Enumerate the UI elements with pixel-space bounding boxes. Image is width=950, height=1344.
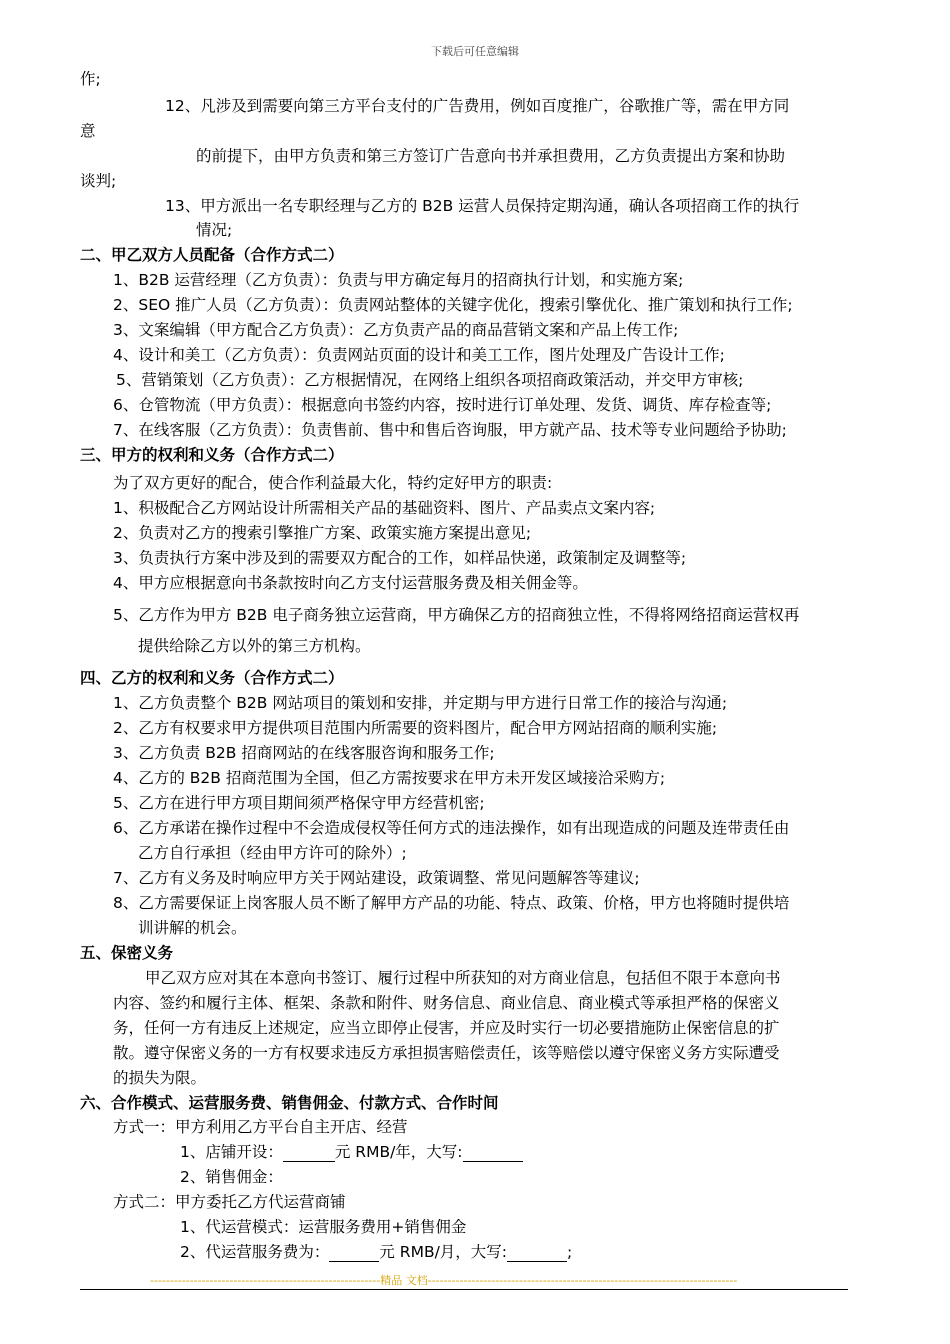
section-3-title: 三、甲方的权利和义务（合作方式二） xyxy=(80,446,344,464)
clause-13: 13、甲方派出一名专职经理与乙方的 B2B 运营人员保持定期沟通，确认各项招商工作的执行 xyxy=(165,197,800,215)
commission-line: 2、销售佣金： xyxy=(180,1168,283,1186)
list-item: 5、乙方作为甲方 B2B 电子商务独立运营商，甲方确保乙方的招商独立性，不得将网络招商运营权再 xyxy=(113,606,800,624)
list-item: 5、乙方在进行甲方项目期间须严格保守甲方经营机密; xyxy=(113,794,485,812)
list-item: 2、SEO 推广人员（乙方负责）：负责网站整体的关键字优化，搜索引擎优化、推广策划和执行工作; xyxy=(113,296,793,314)
footer-dashes-right: ------------------------------------------------------------------------------ xyxy=(427,1274,738,1287)
list-item: 6、乙方承诺在操作过程中不会造成侵权等任何方式的违法操作，如有出现造成的问题及连带责任由 xyxy=(113,819,790,837)
section-5-title: 五、保密义务 xyxy=(80,944,174,962)
agency-fee-label: 2、代运营服务费为： xyxy=(180,1243,330,1261)
list-item: 4、乙方的 B2B 招商范围为全国，但乙方需按要求在甲方未开发区域接洽采购方; xyxy=(113,769,666,787)
paragraph-line: 内容、签约和履行主体、框架、条款和附件、财务信息、商业信息、商业模式等承担严格的保密义 xyxy=(113,994,780,1012)
list-item: 4、甲方应根据意向书条款按时向乙方支付运营服务费及相关佣金等。 xyxy=(113,574,588,592)
page-header: 下载后可任意编辑 xyxy=(431,45,519,58)
list-item: 2、负责对乙方的搜索引擎推广方案、政策实施方案提出意见; xyxy=(113,524,532,542)
list-item: 6、仓管物流（甲方负责）：根据意向书签约内容，按时进行订单处理、发货、调货、库存检查等; xyxy=(113,396,772,414)
agency-fee-unit: 元 RMB/月，大写: xyxy=(379,1243,508,1261)
footer-text: 精品 文档 xyxy=(380,1274,428,1287)
mode-two: 方式二：甲方委托乙方代运营商铺 xyxy=(113,1193,346,1211)
footer-rule xyxy=(80,1289,848,1290)
list-item: 7、在线客服（乙方负责）：负责售前、售中和售后咨询服，甲方就产品、技术等专业问题给予协助; xyxy=(113,421,787,439)
shop-fee-unit: 元 RMB/年，大写: xyxy=(334,1143,463,1161)
list-item-continuation: 训讲解的机会。 xyxy=(138,919,247,937)
list-item: 7、乙方有义务及时响应甲方关于网站建设，政策调整、常见问题解答等建议; xyxy=(113,869,640,887)
blank-amount[interactable] xyxy=(283,1143,335,1162)
mode-one: 方式一：甲方利用乙方平台自主开店、经营 xyxy=(113,1118,408,1136)
page-footer xyxy=(150,1271,780,1291)
paragraph-line: 的损失为限。 xyxy=(113,1069,207,1087)
clause-12: 12、凡涉及到需要向第三方平台支付的广告费用，例如百度推广，谷歌推广等，需在甲方同 xyxy=(165,97,790,115)
section-6-title: 六、合作模式、运营服务费、销售佣金、付款方式、合作时间 xyxy=(80,1094,499,1112)
paragraph-line: 甲乙双方应对其在本意向书签订、履行过程中所获知的对方商业信息，包括但不限于本意向书 xyxy=(145,969,781,987)
agency-mode-line: 1、代运营模式：运营服务费用+销售佣金 xyxy=(180,1218,467,1236)
text-line: 意 xyxy=(80,122,96,140)
blank-amount[interactable] xyxy=(329,1243,379,1262)
agency-fee-line xyxy=(180,1242,572,1262)
section-4-title: 四、乙方的权利和义务（合作方式二） xyxy=(80,669,344,687)
line-end: ; xyxy=(567,1243,573,1261)
section-2-title: 二、甲乙双方人员配备（合作方式二） xyxy=(80,246,344,264)
list-item: 1、积极配合乙方网站设计所需相关产品的基础资料、图片、产品卖点文案内容; xyxy=(113,499,656,517)
list-item: 1、B2B 运营经理（乙方负责）：负责与甲方确定每月的招商执行计划，和实施方案; xyxy=(113,271,684,289)
list-item: 1、乙方负责整个 B2B 网站项目的策划和安排，并定期与甲方进行日常工作的接洽与沟通; xyxy=(113,694,728,712)
list-item-continuation: 乙方自行承担（经由甲方许可的除外）; xyxy=(138,844,407,862)
list-item: 2、乙方有权要求甲方提供项目范围内所需要的资料图片，配合甲方网站招商的顺利实施; xyxy=(113,719,718,737)
list-item: 5、营销策划（乙方负责）：乙方根据情况，在网络上组织各项招商政策活动，并交甲方审核; xyxy=(116,371,744,389)
list-item: 3、乙方负责 B2B 招商网站的在线客服咨询和服务工作; xyxy=(113,744,495,762)
footer-dashes-left: ---------------------------------------------------------- xyxy=(150,1274,381,1287)
text-line: 谈判; xyxy=(80,172,117,190)
list-item: 3、负责执行方案中涉及到的需要双方配合的工作，如样品快递，政策制定及调整等; xyxy=(113,549,687,567)
shop-fee-label: 1、店铺开设： xyxy=(180,1143,283,1161)
list-item-continuation: 提供给除乙方以外的第三方机构。 xyxy=(138,637,371,655)
paragraph-line: 务，任何一方有违反上述规定，应当立即停止侵害，并应及时实行一切必要措施防止保密信息的扩 xyxy=(113,1019,780,1037)
list-item: 4、设计和美工（乙方负责）：负责网站页面的设计和美工工作，图片处理及广告设计工作; xyxy=(113,346,725,364)
list-item: 8、乙方需要保证上岗客服人员不断了解甲方产品的功能、特点、政策、价格，甲方也将随时提供培 xyxy=(113,894,790,912)
text-line: 作; xyxy=(80,70,101,88)
text-line: 的前提下，由甲方负责和第三方签订广告意向书并承担费用，乙方负责提出方案和协助 xyxy=(196,147,786,165)
list-item: 3、文案编辑（甲方配合乙方负责）：乙方负责产品的商品营销文案和产品上传工作; xyxy=(113,321,679,339)
blank-capital-amount[interactable] xyxy=(507,1243,567,1262)
paragraph-line: 散。遵守保密义务的一方有权要求违反方承担损害赔偿责任，该等赔偿以遵守保密义务方实际遭受 xyxy=(113,1044,780,1062)
text-line: 情况; xyxy=(196,221,233,239)
shop-fee-line xyxy=(180,1142,523,1162)
section-intro: 为了双方更好的配合，使合作利益最大化，特约定好甲方的职责: xyxy=(113,474,553,492)
blank-capital-amount[interactable] xyxy=(463,1143,523,1162)
